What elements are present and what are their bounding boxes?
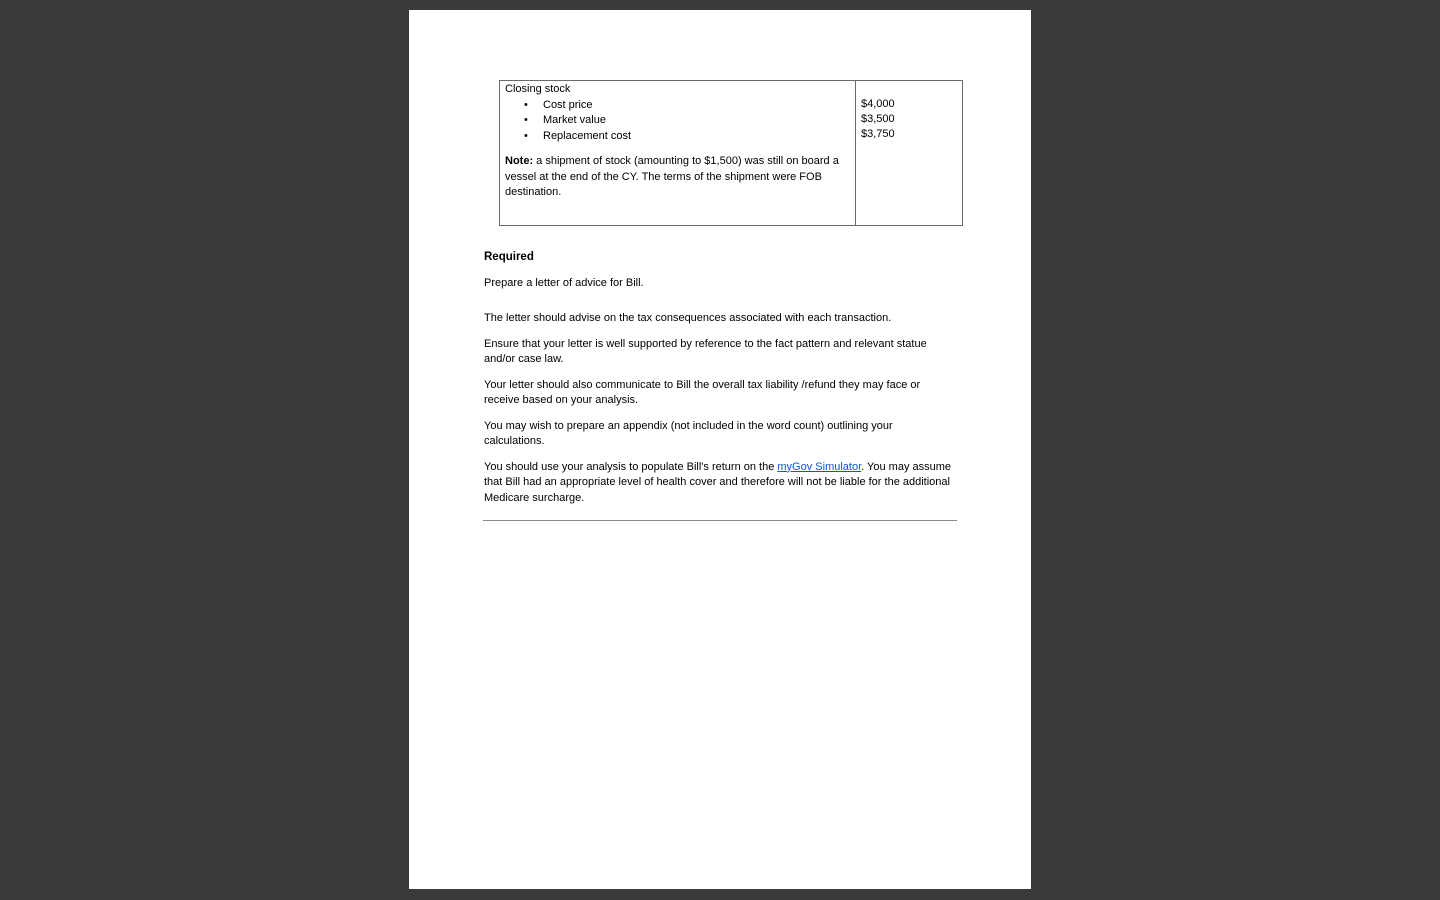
list-item (505, 113, 850, 129)
cost-price-value: $4,000 (861, 98, 895, 110)
document-page (409, 10, 1031, 889)
market-value-value: $3,500 (861, 113, 895, 125)
required-heading: Required (484, 251, 534, 263)
replacement-cost-label: Replacement cost (543, 129, 632, 142)
closing-stock-list (505, 98, 850, 145)
list-item (505, 98, 850, 114)
closing-stock-title: Closing stock (505, 83, 571, 95)
mygov-simulator-link[interactable]: myGov Simulator (777, 460, 862, 473)
closing-stock-table (499, 80, 963, 226)
required-section (484, 250, 954, 506)
communicate-paragraph: Your letter should also communicate to Bill the overall tax liability /refund they may face or receive based on your analysis. (484, 378, 921, 406)
mygov-paragraph (484, 460, 954, 507)
note-label: Note: (505, 155, 534, 167)
cost-price-label: Cost price (543, 98, 593, 111)
bullet-icon: • (524, 114, 528, 126)
ensure-paragraph: Ensure that your letter is well supported by reference to the fact pattern and relevant statue and/or case law. (484, 337, 927, 365)
market-value-label: Market value (543, 114, 606, 126)
note-text: a shipment of stock (amounting to $1,500) was still on board a vessel at the end of the CY. The terms of the shipment were FOB destination. (505, 155, 839, 198)
horizontal-rule (483, 520, 957, 521)
prepare-paragraph: Prepare a letter of advice for Bill. (484, 276, 644, 289)
mygov-text-after: . You may assume that Bill had an appropriate level of health cover and therefore will not be liable for the additional Medicare surcharge. (484, 460, 952, 504)
closing-stock-description-cell (500, 81, 856, 225)
replacement-cost-value: $3,750 (861, 128, 895, 140)
shipment-note (505, 154, 850, 201)
bullet-icon: • (524, 129, 528, 142)
bullet-icon: • (524, 98, 528, 111)
list-item (505, 129, 850, 145)
closing-stock-values-cell (856, 81, 962, 225)
advise-paragraph: The letter should advise on the tax consequences associated with each transaction. (484, 312, 892, 324)
appendix-paragraph: You may wish to prepare an appendix (not included in the word count) outlining your calculations. (484, 419, 893, 447)
mygov-text-before: You should use your analysis to populate Bill's return on the (484, 460, 778, 473)
